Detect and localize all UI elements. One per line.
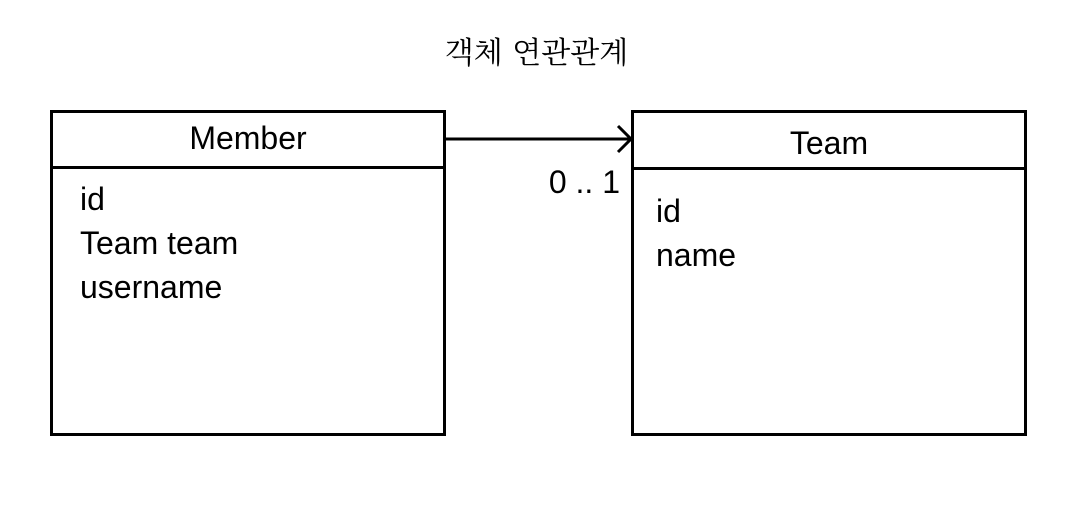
member-field-username: username (80, 269, 223, 305)
member-field-team: Team team (80, 225, 239, 261)
team-field-id: id (656, 193, 681, 229)
team-field-name: name (656, 237, 737, 273)
member-field-id: id (80, 181, 105, 217)
association-multiplicity: 0 .. 1 (548, 164, 620, 200)
team-class-name: Team (634, 113, 1024, 170)
member-class-name: Member (53, 113, 443, 169)
diagram-title: 객체 연관관계 (444, 36, 629, 71)
